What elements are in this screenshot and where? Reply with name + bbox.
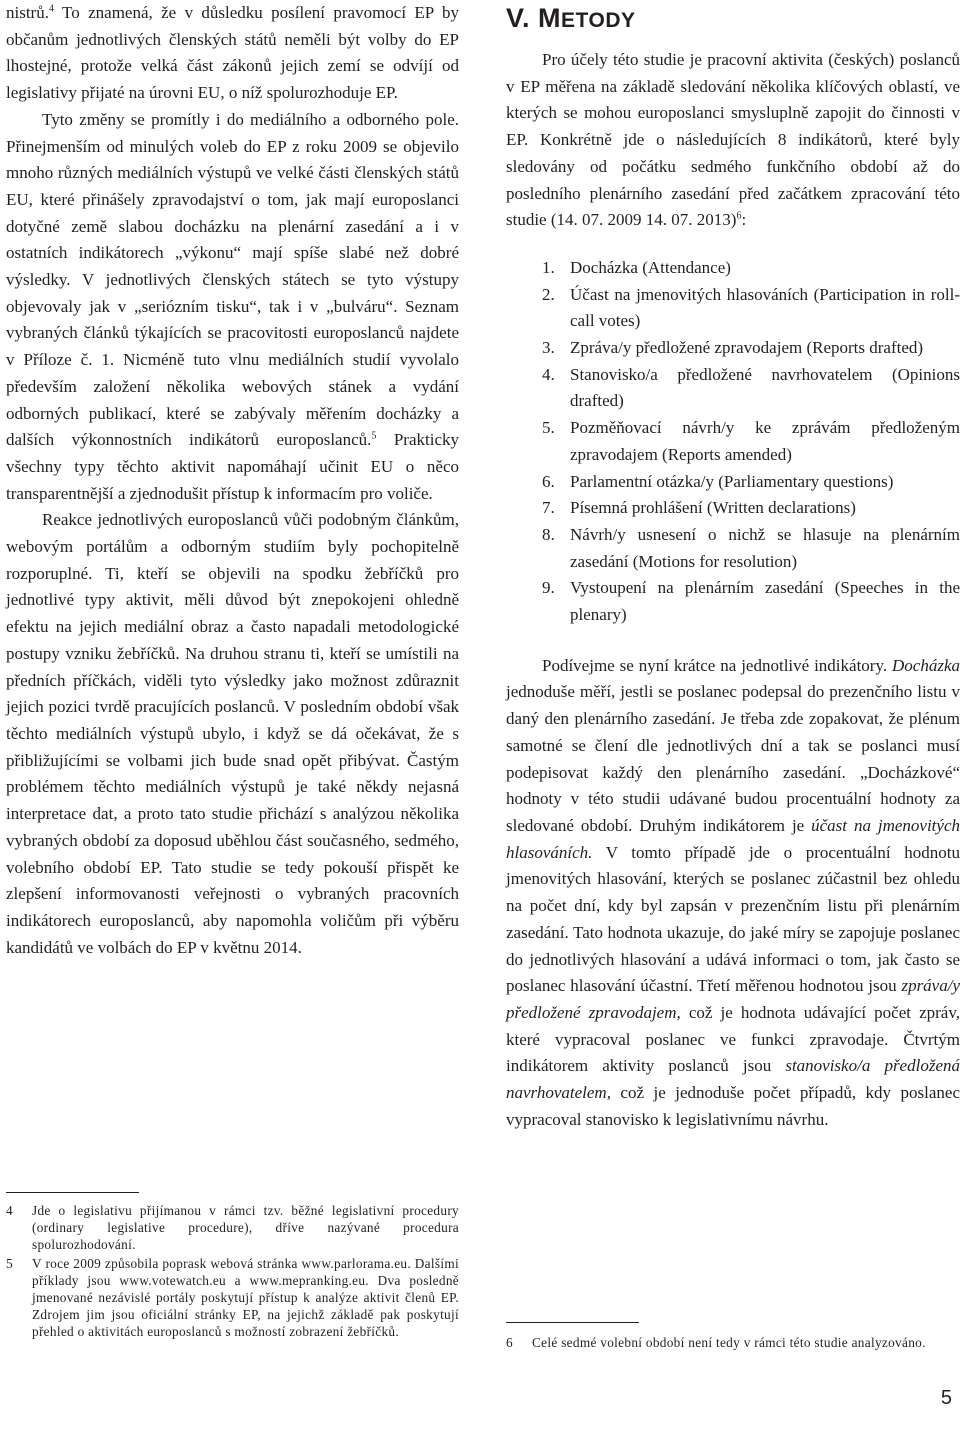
paragraph-text: Podívejme se nyní krátce na jednotlivé indikátory. [542,655,893,675]
list-item [506,495,960,522]
paragraph-text: což je jednoduše počet případů, kdy poslanec vypracoval stanovisko k legislativnímu návrhu. [506,1083,960,1129]
section-heading [506,0,960,39]
list-item-text: Pozměňovací návrh/y ke zprávám předloženým zpravodajem (Reports amended) [570,418,960,464]
footnote-text: Jde o legislativu přijímanou v rámci tzv. běžné legislativní procedury (ordinary legislative procedure), dříve nazývané procedura spolurozhodování. [32,1203,459,1253]
footnote-number: 4 [6,1203,13,1218]
footnote-text: Celé sedmé volební období není tedy v rámci této studie analyzováno. [532,1335,926,1350]
list-item-text: Písemná prohlášení (Written declarations) [570,498,856,518]
left-footnotes [6,1202,459,1342]
footnote-5 [6,1255,459,1341]
list-item [506,415,960,468]
list-item-number: 9. [542,578,555,598]
list-item [506,575,960,628]
paragraph-methods-intro [506,47,960,234]
list-item-text: Zpráva/y předložené zpravodajem (Reports drafted) [570,338,924,358]
paragraph-text: : [741,210,747,230]
footnote-separator [506,1322,639,1323]
list-item [506,469,960,496]
list-item-number: 8. [542,524,555,544]
section-heading-lead: V. M [506,3,562,33]
paragraph-text: V tomto případě jde o procentuální hodnotu jmenovitých hlasování, kterých se poslanec zúčastnil bez ohledu na počet dní, kdy byl zapsán v prezenčním listu při plenárním zasedání. Tato hodnota ukazuje, do jaké míry se zapojuje poslanec do jednotlivých hlasování a udává informaci o tom, jak často se poslanec hlasování účastní. Třetí měřenou hodnotou jsou [506,842,960,996]
footnote-number: 6 [506,1335,513,1350]
list-item-number: 4. [542,364,555,384]
footnote-separator [6,1192,139,1193]
list-item-number: 6. [542,471,555,491]
indicator-list [506,255,960,629]
footnote-ref-4: 4 [48,3,54,15]
emphasis-term: stanovisko/a předložená navrhovatelem, [506,1056,960,1103]
paragraph-text: Pro účely této studie je pracovní aktivita (českých) poslanců v EP měřena na základě sledování několika klíčových oblastí, ve kterých se mohou europoslanci smysluplně zapojit do činnosti v EP. Konkrétně jde o následujících 8 indikátorů, které byly sledovány od počátku sedmého funkčního období až do posledního plenárního zasedání před začátkem zpracování této studie (14. 07. 2009 14. 07. 2013) [506,50,960,230]
list-item-text: Návrh/y usnesení o nichž se hlasuje na plenárním zasedání (Motions for resolution) [570,524,960,571]
list-item-number: 2. [542,284,555,304]
list-item-text: Docházka (Attendance) [570,257,731,277]
paragraph-text: To znamená, že v důsledku posílení pravomocí EP by občanům jednotlivých členských států neměli být volby do EP lhostejné, protože velká část zákonů jejich zemí se odvíjí od legislativy přijaté na úrovni EU, o níž spolurozhoduje EP. [6,3,459,103]
list-item-text: Parlamentní otázka/y (Parliamentary questions) [570,471,894,491]
paragraph-text: Prakticky všechny typy těchto aktivit napomáhají učinit EU o něco transparentnější a zjednodušit přístup k informacím pro voliče. [6,430,459,503]
footnote-text: V roce 2009 způsobila poprask webová stránka www.parlorama.eu. Dalšími příklady jsou www.votewatch.eu a www.mepranking.eu. Dva posledně jmenované nezávislé portály poskytují přístup k analýze aktivit členů EP. Zdrojem jim jsou oficiální stránky EP, na jejichž základě pak poskytují přehled o aktivitách europoslanců s možností zobrazení žebříčků. [32,1255,459,1340]
footnote-number: 5 [6,1255,13,1271]
list-item [506,335,960,362]
paragraph-text: nistrů. [6,3,49,22]
paragraph-continuation [6,0,459,107]
emphasis-term: účast na jmenovitých hlasováních. [506,815,960,862]
list-item [506,255,960,282]
list-item [506,362,960,415]
right-footnotes [506,1334,960,1352]
list-item [506,282,960,335]
paragraph-text: Tyto změny se promítly i do mediálního a odborného pole. Přinejmenším od minulých voleb do EP z roku 2009 se objevilo mnoho různých mediálních výstupů ve velké části členských států EU, které přinášely zpravodajství o tom, jak mají europoslanci dotyčné země slabou docházku na plenární zasedání a i v ostatních indikátorech „výkonu“ mají spíše slabé než dobré výsledky. V jednotlivých členských státech se tyto výstupy objevovaly jak v „seriózním tisku“, tak i v „bulváru“. Seznam vybraných článků týkajících se pracovitosti europoslanců najdete v Příloze č. 1. Nicméně tuto vlnu mediálních studií vyvolalo především založení několika webových stánek a vydání odborných publikací, které se zabývaly měřením docházky a dalších výkonnostních indikátorů europoslanců. [6,109,459,450]
footnote-6 [506,1334,960,1351]
right-column [506,0,960,1133]
list-item-number: 1. [542,257,555,277]
list-item-number: 5. [542,418,555,438]
paragraph-media-field [6,107,459,508]
footnote-4 [6,1202,459,1254]
page-number: 5 [940,1387,952,1409]
paragraph-indicators-explained [506,653,960,1134]
emphasis-term: Docházka [892,655,960,675]
footnote-ref-6: 6 [736,210,742,222]
left-column [6,0,459,961]
list-item [506,522,960,575]
list-item-text: Účast na jmenovitých hlasováních (Participation in roll-call votes) [570,284,960,331]
section-heading-rest: ETODY [561,9,636,32]
list-item-number: 3. [542,338,555,358]
list-item-number: 7. [542,498,555,518]
list-item-text: Vystoupení na plenárním zasedání (Speeches in the plenary) [570,578,960,625]
paragraph-text: což je hodnota udávající počet zpráv, které vypracoval poslanec ve funkci zpravodaje. Čtvrtým indikátorem aktivity poslanců jsou [506,1002,960,1076]
paragraph-mep-reactions: Reakce jednotlivých europoslanců vůči podobným článkům, webovým portálům a odborným studiím byly pochopitelně rozporuplné. Ti, kteří se objevili na spodku žebříčků pro jednotlivé typy aktivit, měli důvod být znepokojeni ohledně efektu na jejich mediální obraz a často napadali metodologické postupy vzniku žebříčků. Na druhou stranu ti, kteří se umístili na předních příčkách, viděli tyto výsledky jako možnost zdůraznit jejich pozici tvrdě pracujících poslanců. V posledním období však těchto mediálních výstupů ubylo, i když se dá očekávat, že s přibližujícími se volbami jich bude snad opět přibývat. Častým problémem těchto mediálních výstupů je také někdy nejasná interpretace dat, a proto tato studie přichází s analýzou několika vybraných období za doposud uběhlou část současného, sedmého, volebního období EP. Tato studie se tedy pokouší přispět ke zlepšení informovanosti veřejnosti o vybraných pracovních indikátorech europoslanců, aby napomohla voličům při výběru kandidátů ve volbách do EP v květnu 2014. [6,510,459,957]
paragraph-text: jednoduše měří, jestli se poslanec podepsal do prezenčního listu v daný den plenárního zasedání. Je třeba zde zopakovat, že plénum samotné se člení dle jednotlivých dní a tak se poslanci musí podepisovat každý den plenárního zasedání. „Docházkové“ hodnoty v této studii udávané budou procentuální hodnoty za sledované období. Druhým indikátorem je [506,682,960,835]
footnote-ref-5: 5 [371,430,377,442]
emphasis-term: zpráva/y předložené zpravodajem, [506,976,960,1022]
list-item-text: Stanovisko/a předložené navrhovatelem (Opinions drafted) [570,364,960,411]
